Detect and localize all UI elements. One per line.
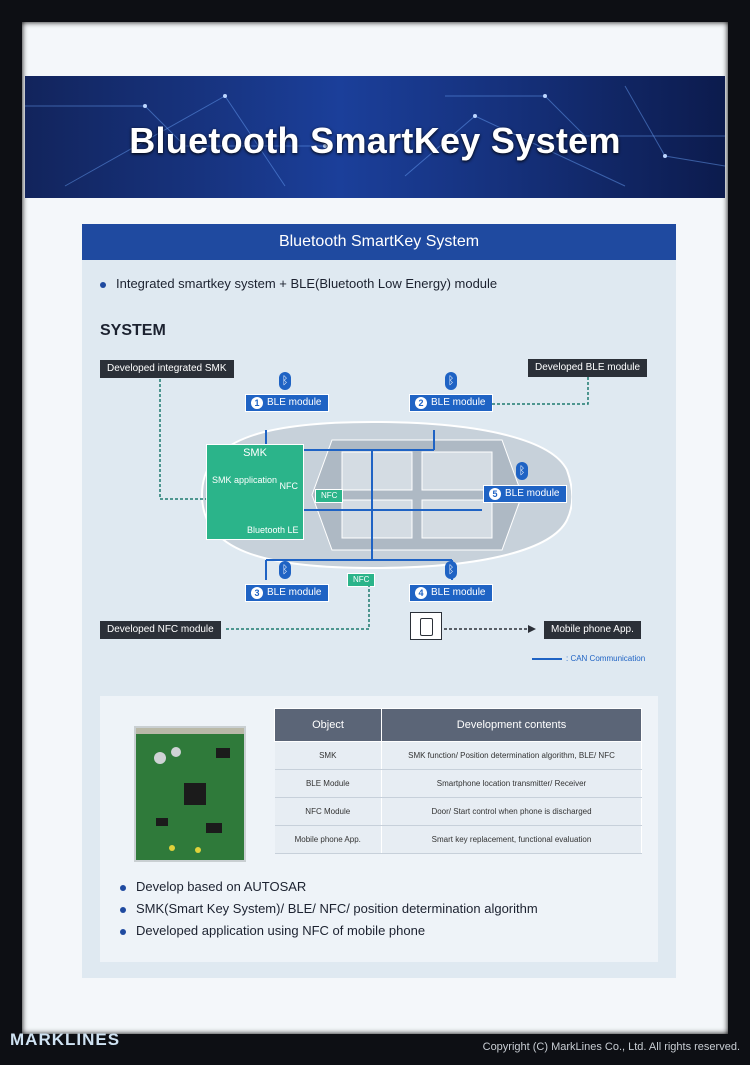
ble-module-1: 1 BLE module [245, 394, 329, 412]
ble-module-2: 2 BLE module [409, 394, 493, 412]
list-item: SMK(Smart Key System)/ BLE/ NFC/ position determination algorithm [120, 898, 538, 920]
ble-module-3: 3 BLE module [245, 584, 329, 602]
content-panel [82, 224, 676, 978]
bluetooth-icon: ᛒ [516, 462, 528, 480]
list-item: Developed application using NFC of mobile phone [120, 920, 538, 942]
list-item: Develop based on AUTOSAR [120, 876, 538, 898]
marklines-logo: MARKLINES [10, 1030, 121, 1049]
system-title: SYSTEM [100, 322, 166, 339]
development-table [274, 708, 642, 854]
table-header-development-contents: Development contents [382, 709, 642, 742]
nfc-label: NFC [279, 481, 298, 491]
nfc-tag-door: NFC [347, 573, 375, 587]
label-developed-nfc-module: Developed NFC module [100, 621, 221, 639]
smk-module-box: SMK SMK application NFC Bluetooth LE [206, 444, 304, 540]
table-row: SMK SMK function/ Position determination algorithm, BLE/ NFC [275, 742, 642, 770]
table-row: NFC Module Door/ Start control when phone is discharged [275, 798, 642, 826]
label-mobile-phone-app: Mobile phone App. [544, 621, 641, 639]
connector-lines [82, 224, 676, 684]
banner-title: Bluetooth SmartKey System [129, 120, 621, 161]
bluetooth-le-label: Bluetooth LE [247, 525, 299, 535]
smartphone-icon [410, 612, 442, 640]
copyright-text: Copyright (C) MarkLines Co., Ltd. All rights reserved. [482, 1041, 740, 1053]
ble-module-4: 4 BLE module [409, 584, 493, 602]
nfc-tag-center: NFC [315, 489, 343, 503]
bluetooth-icon: ᛒ [445, 561, 457, 579]
bottom-bullet-list [120, 876, 538, 942]
bluetooth-icon: ᛒ [445, 372, 457, 390]
smk-application-label: SMK application [212, 475, 278, 485]
bluetooth-icon: ᛒ [279, 561, 291, 579]
poster-banner [25, 76, 725, 198]
panel-header: Bluetooth SmartKey System [82, 224, 676, 260]
can-communication-legend: : CAN Communication [532, 654, 645, 663]
ble-module-5: 5 BLE module [483, 485, 567, 503]
intro-bullet: Integrated smartkey system + BLE(Bluetooth Low Energy) module [100, 276, 497, 291]
bluetooth-icon: ᛒ [279, 372, 291, 390]
table-row: Mobile phone App. Smart key replacement, functional evaluation [275, 826, 642, 854]
label-developed-integrated-smk: Developed integrated SMK [100, 360, 234, 378]
table-row: BLE Module Smartphone location transmitter/ Receiver [275, 770, 642, 798]
development-section [100, 696, 658, 962]
label-developed-ble-module: Developed BLE module [528, 359, 647, 377]
table-header-object: Object [275, 709, 382, 742]
pcb-photo [134, 726, 246, 862]
